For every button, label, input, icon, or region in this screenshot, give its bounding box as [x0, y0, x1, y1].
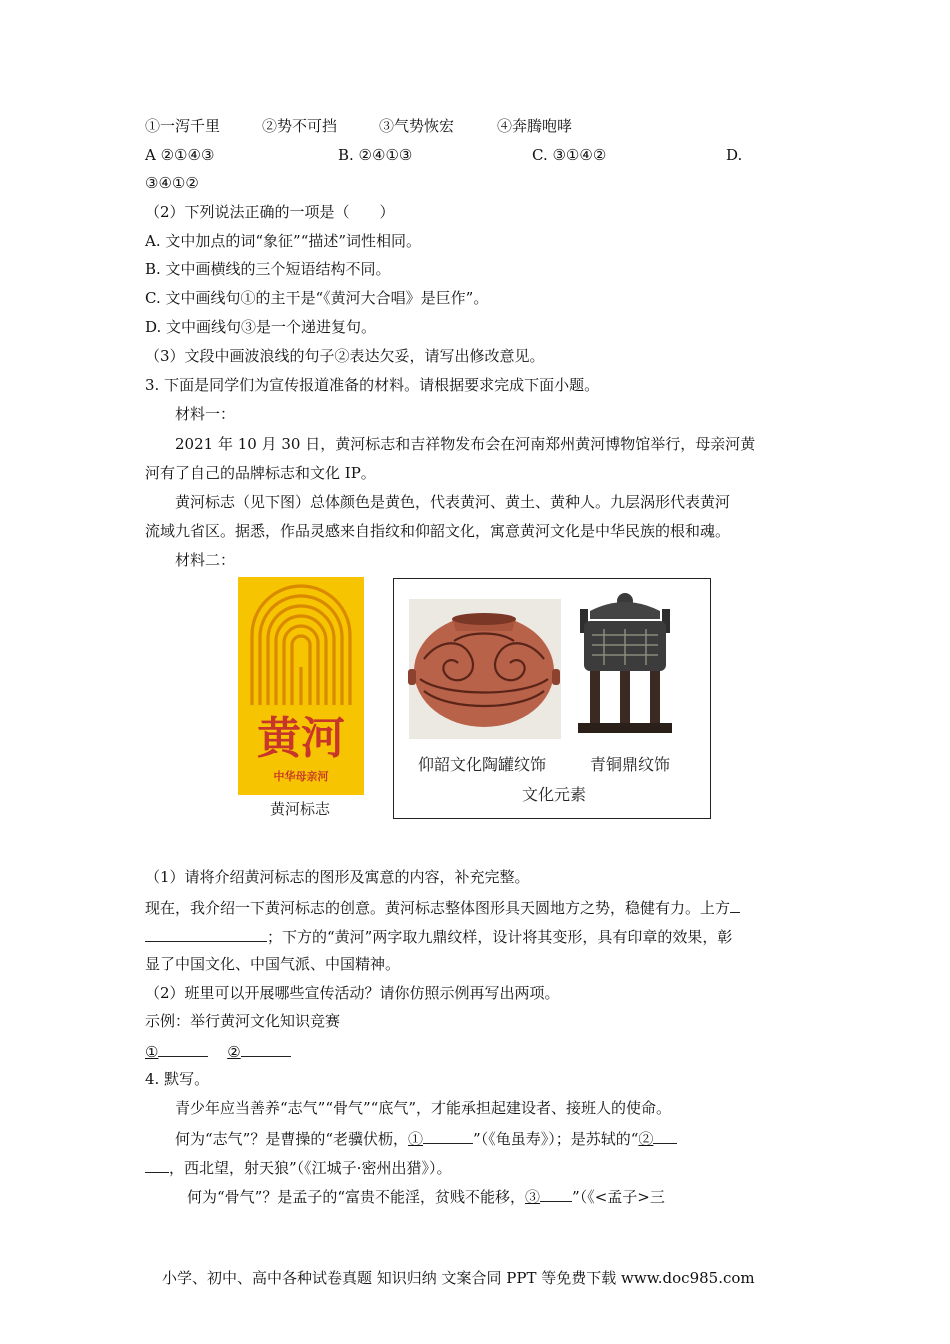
q4-p4-text-a: 何为“骨气”？是孟子的“富贵不能淫，贫贱不能移， [187, 1188, 526, 1206]
q3-sub2-blanks [145, 1039, 291, 1063]
q4-p3-text: ，西北望，射天狼”（《江城子·密州出猎》）。 [169, 1159, 452, 1177]
answer-blank-activity-1[interactable] [158, 1039, 208, 1057]
q2-2-option-c: C. 文中画线句①的主干是“《黄河大合唱》是巨作”。 [145, 289, 489, 307]
answer-blank-activity-2[interactable] [241, 1039, 291, 1057]
q3-sub1-line-2-text: ；下方的“黄河”两字取九鼎纹样，设计将其变形，具有印章的效果，彰 [267, 928, 733, 946]
logo-subtitle: 中华母亲河 [273, 770, 329, 783]
logo-caption: 黄河标志 [270, 800, 331, 818]
page-footer: 小学、初中、高中各种试卷真题 知识归纳 文案合同 PPT 等免费下载 www.doc985.com [162, 1269, 755, 1287]
answer-blank-q4-1[interactable] [423, 1126, 473, 1144]
q3-sub1-stem: （1）请将介绍黄河标志的图形及寓意的内容，补充完整。 [145, 868, 530, 886]
blank-label-q4-2: ② [638, 1130, 654, 1148]
q3-sub2-example: 示例：举行黄河文化知识竞赛 [145, 1012, 341, 1030]
q3-material-1-p2-l1: 黄河标志（见下图）总体颜色是黄色，代表黄河、黄土、黄种人。九层涡形代表黄河 [175, 493, 731, 511]
blank-label-1: ① [145, 1043, 159, 1061]
q2-1-choice-d-value: ③④①② [145, 174, 199, 192]
q2-2-option-b: B. 文中画横线的三个短语结构不同。 [145, 260, 391, 278]
blank-label-2: ② [227, 1043, 241, 1061]
q2-1-choice-b: B. ②④①③ [338, 146, 413, 164]
q3-material-1-label: 材料一： [175, 405, 236, 423]
bronze-caption: 青铜鼎纹饰 [590, 755, 671, 774]
answer-blank-q4-3[interactable] [540, 1184, 572, 1202]
yellow-river-logo [238, 577, 364, 795]
q4-stem: 4. 默写。 [145, 1070, 210, 1088]
q4-paragraph-4 [187, 1184, 665, 1208]
q4-p4-text-c: ”（《<孟子>三 [572, 1188, 665, 1206]
q2-3-stem: （3）文段中画波浪线的句子②表达欠妥，请写出修改意见。 [145, 347, 545, 365]
q2-2-stem: （2）下列说法正确的一项是（ ） [145, 203, 395, 221]
q3-material-1-p1-l1: 2021 年 10 月 30 日，黄河标志和吉祥物发布会在河南郑州黄河博物馆举行，母亲河黄 [175, 435, 756, 453]
blank-label-q4-3: ③ [525, 1188, 541, 1206]
q3-sub1-line-1 [145, 895, 740, 919]
q4-p2-text-c: ”（《龟虽寿》）；是苏轼的“ [473, 1130, 639, 1148]
pottery-caption: 仰韶文化陶罐纹饰 [418, 755, 547, 774]
q4-p2-text-a: 何为“志气”？是曹操的“老骥伏枥， [175, 1130, 409, 1148]
q4-paragraph-3 [145, 1155, 451, 1179]
q2-1-option-3: ③气势恢宏 [379, 117, 455, 135]
q3-sub2-stem: （2）班里可以开展哪些宣传活动？请你仿照示例再写出两项。 [145, 984, 560, 1002]
q3-material-2-label: 材料二： [175, 551, 236, 569]
q2-1-option-4: ④奔腾咆哮 [497, 117, 573, 135]
blank-label-q4-1: ① [408, 1130, 424, 1148]
logo-characters: 黄河 [257, 713, 345, 764]
q3-sub1-line-1-text: 现在，我介绍一下黄河标志的创意。黄河标志整体图形具天圆地方之势，稳健有力。上方 [145, 899, 731, 917]
answer-blank-q4-2a[interactable] [653, 1126, 677, 1144]
answer-blank-q4-2b[interactable] [145, 1155, 169, 1173]
pottery-jar-image [408, 599, 561, 739]
q3-material-1-p2-l2: 流域九省区。据悉，作品灵感来自指纹和仰韶文化，寓意黄河文化是中华民族的根和魂。 [145, 522, 731, 540]
q2-1-choice-d-label: D. [726, 146, 743, 164]
q4-paragraph-1: 青少年应当善养“志气”“骨气”“底气”，才能承担起建设者、接班人的使命。 [175, 1099, 672, 1117]
q2-1-option-2: ②势不可挡 [262, 117, 338, 135]
q2-1-choice-c: C. ③①④② [532, 146, 607, 164]
answer-blank-logo-upper[interactable] [145, 924, 267, 942]
q2-2-option-a: A. 文中加点的词“象征”“描述”词性相同。 [145, 232, 422, 250]
q2-1-option-1: ①一泻千里 [145, 117, 221, 135]
fingerprint-logo-graphic [238, 577, 364, 795]
answer-blank-logo-upper-start[interactable] [730, 895, 740, 913]
q3-sub1-line-2 [145, 924, 732, 948]
q3-material-1-p1-l2: 河有了自己的品牌标志和文化 IP。 [145, 464, 376, 482]
culture-frame-caption: 文化元素 [522, 785, 587, 804]
q2-2-option-d: D. 文中画线句③是一个递进复句。 [145, 318, 377, 336]
q4-paragraph-2 [175, 1126, 677, 1150]
q3-stem: 3. 下面是同学们为宣传报道准备的材料。请根据要求完成下面小题。 [145, 376, 600, 394]
q2-1-choice-a: A ②①④③ [145, 146, 215, 164]
q3-sub1-line-3: 显了中国文化、中国气派、中国精神。 [145, 955, 401, 973]
bronze-ding-image [578, 593, 672, 733]
